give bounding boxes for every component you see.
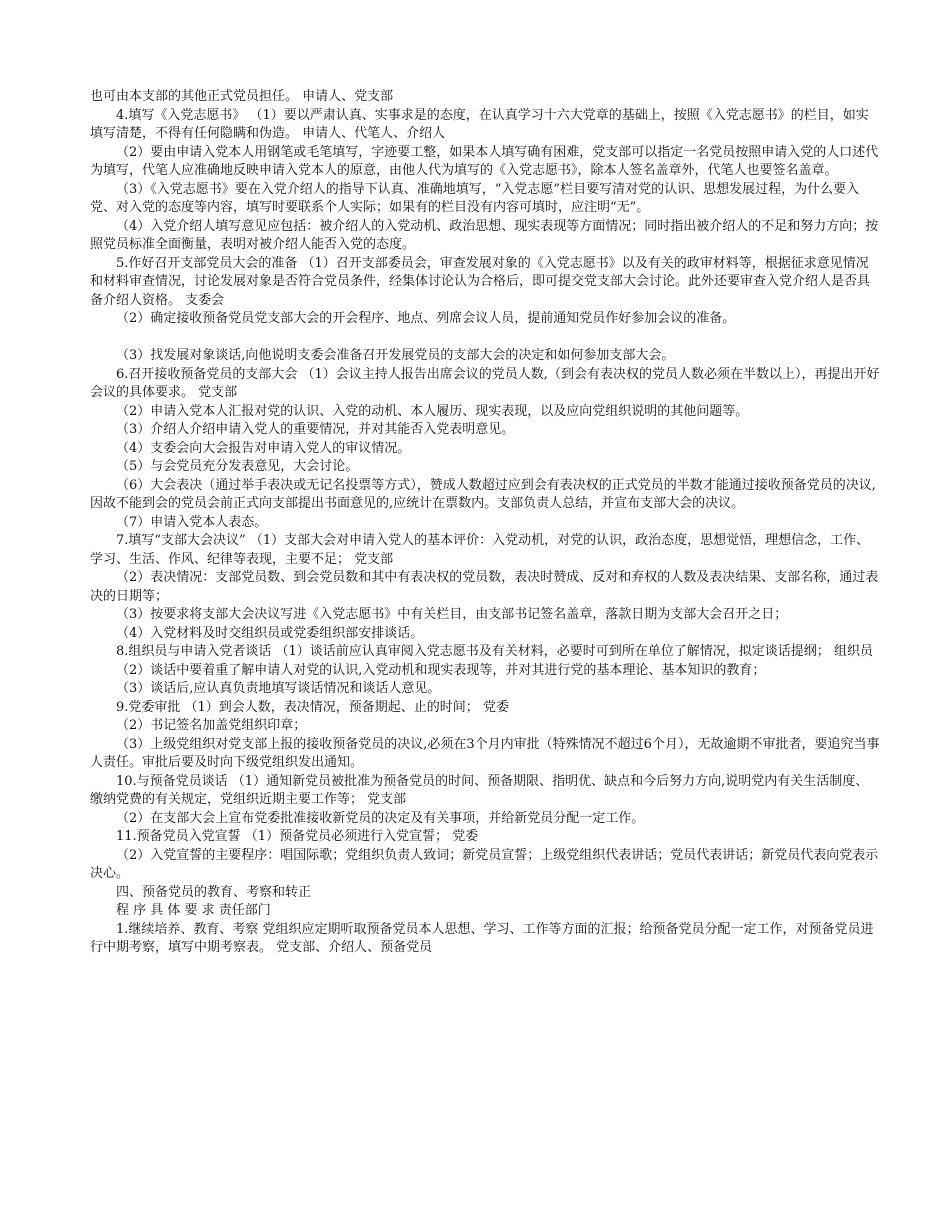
paragraph: 10.与预备党员谈话 （1）通知新党员被批准为预备党员的时间、预备期限、指明优、缺点和今后努力方向,说明党内有关生活制度、缴纳党费的有关规定，党组织近期主要工作等； 党支部 — [90, 773, 869, 807]
paragraph: （6）大会表决（通过举手表决或无记名投票等方式），赞成人数超过应到会有表决权的正式党员的半数才能通过接收预备党员的决议,因故不能到会的党员会前正式向支部提出书面意见的,应统计在票数内。支部负责人总结，并宣布支部大会的决议。 — [90, 477, 876, 511]
paragraph: （4）入党材料及时交组织员或党委组织部安排谈话。 — [116, 625, 424, 641]
paragraph: （2）确定接收预备党员党支部大会的开会程序、地点、列席会议人员，提前通知党员作好参加会议的准备。 — [116, 311, 736, 326]
blank-line — [90, 329, 880, 348]
paragraph: （2）谈话中要着重了解申请人对党的认识,入党动机和现实表现等，并对其进行党的基本理论、基本知识的教育； — [116, 662, 766, 678]
paragraph: （5）与会党员充分发表意见，大会讨论。 — [116, 459, 359, 474]
paragraph: （3）介绍人介绍申请入党人的重要情况，并对其能否入党表明意见。 — [116, 422, 515, 437]
paragraph: （2）申请入党本人汇报对党的认识、入党的动机、本人履历、现实表现，以及应向党组织说明的其他问题等。 — [116, 403, 749, 419]
paragraph: 程 序 具 体 要 求 责任部门 — [116, 903, 271, 918]
paragraph: （2）要由申请入党本人用钢笔或毛笔填写，字迹要工整，如果本人填写确有困难，党支部可以指定一名党员按照申请入党的人口述代为填写，代笔人应准确地反映申请入党本人的原意，由他人代为填写的《入党志愿书》，除本人签名盖章外，代笔人也要签名盖章。 — [90, 144, 879, 178]
paragraph: （3）按要求将支部大会决议写进《入党志愿书》中有关栏目，由支部书记签名盖章，落款日期为支部大会召开之日； — [116, 607, 788, 622]
paragraph: （3）上级党组织对党支部上报的接收预备党员的决议,必须在3个月内审批（特殊情况不超过6个月），无故逾期不审批者，要追究当事人责任。审批后要及时向下级党组织发出通知。 — [90, 736, 880, 770]
document-body — [90, 88, 880, 958]
paragraph: 7.填写“支部大会决议” （1）支部大会对申请入党人的基本评价：入党动机，对党的认识，政治态度，思想觉悟，理想信念，工作、学习、生活、作风、纪律等表现，主要不足； 党支部 — [90, 533, 870, 567]
paragraph: （3）《入党志愿书》要在入党介绍人的指导下认真、准确地填写，“入党志愿”栏目要写清对党的认识、思想发展过程，为什么要入党、对入党的态度等内容，填写时要联系个人实际；如果有的栏目没有内容可填时，应注明“无”。 — [90, 181, 860, 215]
paragraph: （4）支委会向大会报告对申请入党人的审议情况。 — [116, 440, 411, 456]
paragraph: （7）申请入党本人表态。 — [116, 514, 268, 530]
paragraph: 5.作好召开支部党员大会的准备 （1）召开支部委员会，审查发展对象的《入党志愿书》以及有关的政审材料等，根据征求意见情况和材料审查情况，讨论发展对象是否符合党员条件，经集体讨论认为合格后，即可提交党支部大会讨论。此外还要审查入党介绍人是否具备介绍人资格。 支委会 — [90, 255, 871, 308]
paragraph: 9.党委审批 （1）到会人数，表决情况，预备期起、止的时间； 党委 — [116, 699, 509, 715]
paragraph: 8.组织员与申请入党者谈话 （1）谈话前应认真审阅入党志愿书及有关材料，必要时可到所在单位了解情况，拟定谈话提纲； 组织员 — [116, 644, 873, 659]
paragraph: 6.召开接收预备党员的支部大会 （1）会议主持人报告出席会议的党员人数,（到会有表决权的党员人数必须在半数以上），再提出开好会议的具体要求。 党支部 — [90, 366, 880, 400]
paragraph: （2）入党宣誓的主要程序：唱国际歌；党组织负责人致词；新党员宣誓；上级党组织代表讲话；党员代表讲话；新党员代表向党表示决心。 — [90, 847, 879, 881]
paragraph: 1.继续培养、教育、考察 党组织应定期听取预备党员本人思想、学习、工作等方面的汇报；给预备党员分配一定工作，对预备党员进行中期考察，填写中期考察表。 党支部、介绍人、预备党员 — [90, 921, 874, 955]
paragraph: （3）谈话后,应认真负责地填写谈话情况和谈话人意见。 — [116, 681, 441, 696]
paragraph: 11.预备党员入党宣誓 （1）预备党员必须进行入党宣誓； 党委 — [116, 829, 479, 844]
paragraph: （3）找发展对象谈话,向他说明支委会准备召开发展党员的支部大会的决定和如何参加支部大会。 — [116, 348, 675, 363]
paragraph: （2）书记签名加盖党组织印章； — [116, 718, 307, 733]
paragraph: （2）表决情况：支部党员数、到会党员数和其中有表决权的党员数，表决时赞成、反对和弃权的人数及表决结果、支部名称，通过表决的日期等； — [90, 570, 879, 604]
paragraph: 4.填写《入党志愿书》 （1）要以严肃认真、实事求是的态度，在认真学习十六大党章的基础上，按照《入党志愿书》的栏目，如实填写清楚，不得有任何隐瞒和伪造。 申请人、代笔人、介绍人 — [90, 107, 869, 141]
paragraph: （4）入党介绍人填写意见应包括：被介绍人的入党动机、政治思想、现实表现等方面情况；同时指出被介绍人的不足和努力方向；按照党员标准全面衡量，表明对被介绍人能否入党的态度。 — [90, 218, 879, 252]
paragraph: 四、预备党员的教育、考察和转正 — [116, 884, 312, 900]
paragraph: 也可由本支部的其他正式党员担任。 申请人、党支部 — [90, 89, 394, 104]
paragraph: （2）在支部大会上宣布党委批准接收新党员的决定及有关事项，并给新党员分配一定工作。 — [116, 810, 645, 826]
